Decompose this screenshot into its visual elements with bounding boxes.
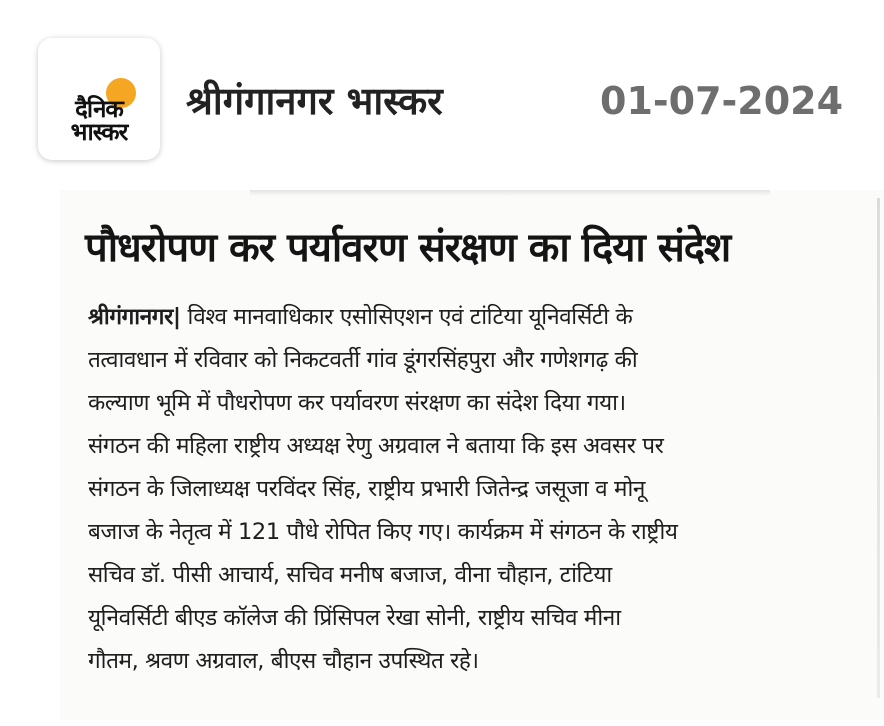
- article-line: [88, 296, 828, 339]
- article-line: तत्वावधान में रविवार को निकटवर्ती गांव डूंगरसिंहपुरा और गणेशगढ़ की: [88, 347, 638, 373]
- clipping-top-shadow: [250, 190, 770, 196]
- clipping-edge: [877, 198, 880, 698]
- article-line: संगठन के जिलाध्यक्ष परविंदर सिंह, राष्ट्रीय प्रभारी जितेन्द्र जसूजा व मोनू: [88, 476, 645, 502]
- edition-date: 01-07-2024: [600, 79, 844, 123]
- article-line: गौतम, श्रवण अग्रवाल, बीएस चौहान उपस्थित रहे।: [88, 648, 479, 674]
- dainik-bhaskar-logo[interactable]: [38, 38, 160, 160]
- article-line: सचिव डॉ. पीसी आचार्य, सचिव मनीष बजाज, वीना चौहान, टांटिया: [88, 562, 612, 588]
- logo-text-line1: दैनिक: [75, 95, 123, 123]
- article-line: यूनिवर्सिटी बीएड कॉलेज की प्रिंसिपल रेखा सोनी, राष्ट्रीय सचिव मीना: [88, 605, 621, 631]
- article-line-text: विश्व मानवाधिकार एसोसिएशन एवं टांटिया यूनिवर्सिटी के: [180, 304, 633, 330]
- article-line: बजाज के नेतृत्व में 121 पौधे रोपित किए गए। कार्यक्रम में संगठन के राष्ट्रीय: [88, 519, 678, 545]
- edition-title: श्रीगंगानगर भास्कर: [186, 79, 443, 123]
- logo-text-line2: भास्कर: [70, 118, 128, 146]
- article-body: [88, 296, 828, 683]
- article-line: संगठन की महिला राष्ट्रीय अध्यक्ष रेणु अग्रवाल ने बताया कि इस अवसर पर: [88, 433, 664, 459]
- header-bar: [0, 0, 884, 185]
- article-headline: पौधरोपण कर पर्यावरण संरक्षण का दिया संदेश: [85, 225, 731, 271]
- article-dateline: श्रीगंगानगर|: [88, 304, 181, 330]
- article-line: कल्याण भूमि में पौधरोपण कर पर्यावरण संरक्षण का संदेश दिया गया।: [88, 390, 626, 416]
